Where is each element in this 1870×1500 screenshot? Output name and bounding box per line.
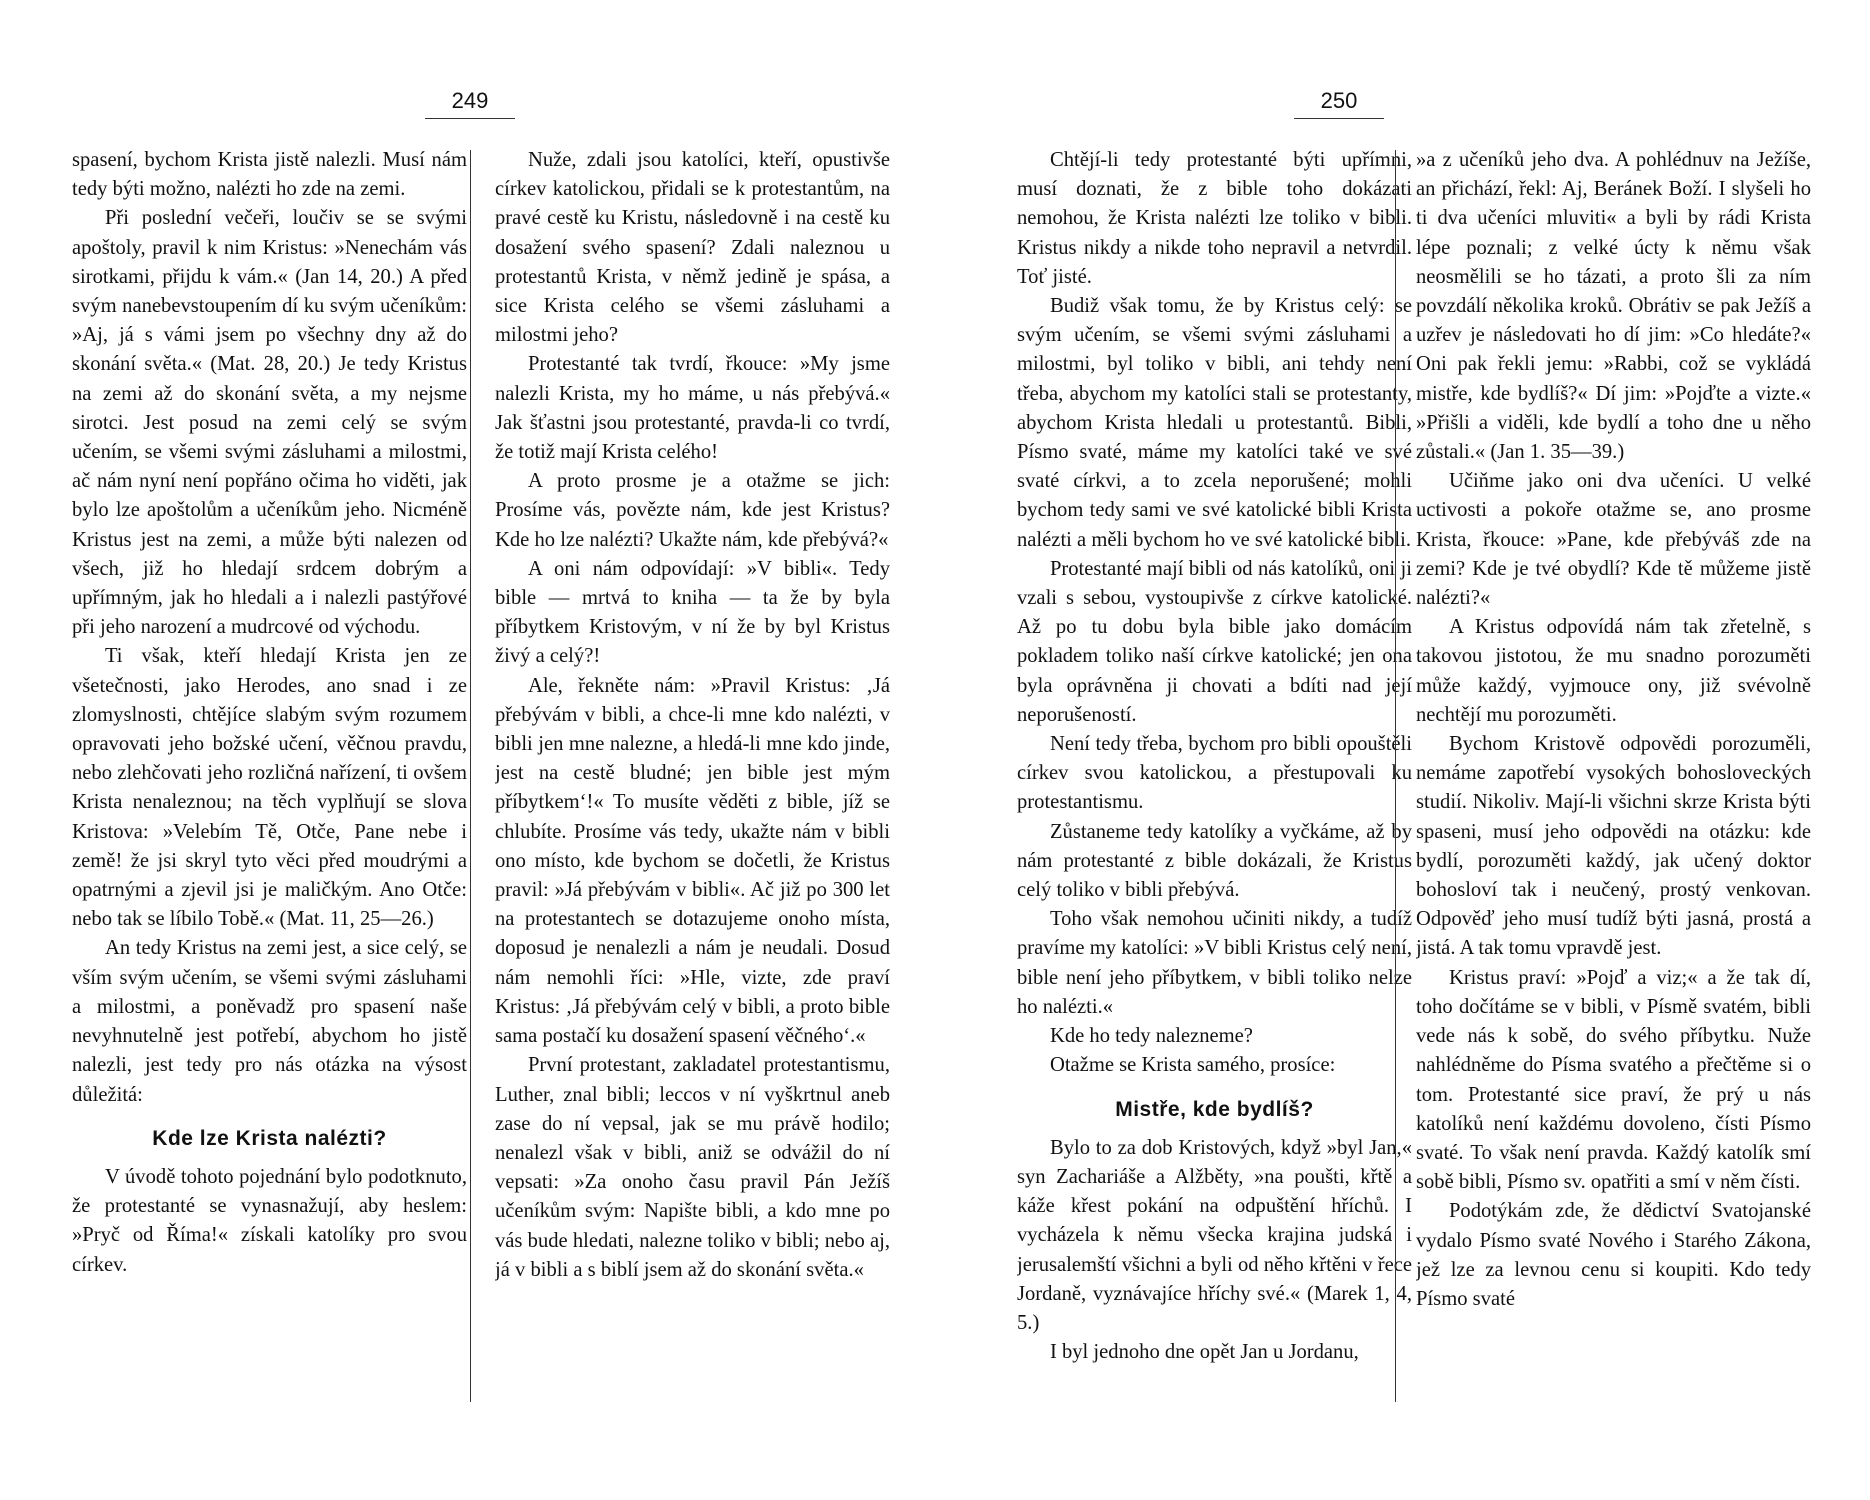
column-left xyxy=(72,146,467,1476)
paragraph: Budiž však tomu, že by Kristus celý: se svým učením, se všemi svými zásluhami a milostmi, byl toliko v bibli, ani tehdy není třeba, abychom my katolíci stali se protestanty, abychom Krista hledali u protestantů. Bibli, Písmo svaté, máme my katolíci také ve své svaté církvi, a to zcela neporušené; mohli bychom tedy sami ve své katolické bibli Krista nalézti a měli bychom ho ve své katolické bibli. xyxy=(1017,295,1412,551)
paragraph: Bylo to za dob Kristových, když »byl Jan,« syn Zachariáše a Alžběty, »na poušti, křtě a káže křest pokání na odpuštění hříchů. I vycházela k němu všecka krajina judská i jerusalemští všichni a byli od něho křtěni v řece Jordaně, vyznávajíce hříchy své.« (Marek 1, 4, 5.) xyxy=(1017,1136,1412,1334)
column-right xyxy=(1416,146,1811,1476)
paragraph: První protestant, zakladatel protestantismu, Luther, znal bibli; leccos v ní vyškrtnul aneb zase do ní vepsal, jak se mu právě hodilo; nenalezl však v bibli, aniž se odvážil do ní vepsati: »Za onoho času pravil Pán Ježíš učeníkům svým: Napište bibli, a kdo mne po vás bude hledati, nalezne toliko v bibli; nebo aj, já v bibli a s biblí jsem až do skonání světa.« xyxy=(495,1054,890,1281)
paragraph: Bychom Kristově odpovědi porozuměli, nemáme zapotřebí vysokých bohosloveckých studií. Nikoliv. Mají-li všichni skrze Krista býti spaseni, musí jeho odpovědi na otázku: kde bydlí, porozuměti každý, jak učený doktor bohosloví tak i neučený, prostý venkovan. Odpověď jeho musí tudíž býti jasná, prostá a jistá. A tak tomu vpravdě jest. xyxy=(1416,733,1811,960)
paragraph: Není tedy třeba, bychom pro bibli opouštěli církev svou katolickou, a přestupovali ku protestantismu. xyxy=(1017,733,1412,814)
paragraph-group xyxy=(1017,1134,1412,1368)
column-left xyxy=(1017,146,1412,1476)
paragraph: I byl jednoho dne opět Jan u Jordanu, xyxy=(1049,1341,1359,1364)
paragraph-group xyxy=(1017,146,1412,1081)
paragraph: A oni nám odpovídají: »V bibli«. Tedy bible — mrtvá to kniha — ta že by byla příbytkem Kristovým, v ní že by byl Kristus živý a celý?! xyxy=(495,557,890,668)
paragraph: A proto prosme je a otažme se jich: Prosíme vás, povězte nám, kde jest Kristus? Kde ho lze nalézti? Ukažte nám, kde přebývá?« xyxy=(495,470,890,551)
paragraph: spasení, bychom Krista jistě nalezli. Musí nám tedy býti možno, nalézti ho zde na zemi. xyxy=(72,149,467,201)
page-number: 249 xyxy=(451,88,489,113)
paragraph: Učiňme jako oni dva učeníci. U velké uctivosti a pokoře otažme se, ano prosme Krista, řkouce: »Pane, kde přebýváš zde na zemi? Kde je tvé obydlí? Kde tě můžeme jistě nalézti?« xyxy=(1416,470,1811,610)
paragraph-group xyxy=(72,1163,467,1280)
paragraph: Kde ho tedy nalezneme? xyxy=(1049,1025,1253,1048)
paragraph: Toho však nemohou učiniti nikdy, a tudíž pravíme my katolíci: »V bibli Kristus celý není, bible není jeho příbytkem, v bibli toliko nelze ho nalézti.« xyxy=(1017,908,1412,1018)
paragraph: A Kristus odpovídá nám tak zřetelně, s takovou jistotou, že mu snadno porozuměti může každý, vyjmouce ony, již svévolně nechtějí mu porozuměti. xyxy=(1416,616,1811,726)
paragraph: Chtějí-li tedy protestanté býti upřímni, musí doznati, že z bible toho dokázati nemohou, že Krista nalézti lze toliko v bibli. Kristus nikdy a nikde toho nepravil a netvrdil. Toť jisté. xyxy=(1017,149,1412,288)
paragraph: V úvodě tohoto pojednání bylo podotknuto, že protestanté se vynasnažují, aby heslem: »Pryč od Říma!« získali katolíky pro svou církev. xyxy=(72,1165,467,1276)
paragraph-group xyxy=(495,146,890,1285)
paragraph: Zůstaneme tedy katolíky a vyčkáme, až by nám protestanté z bible dokázali, že Kristus celý toliko v bibli přebývá. xyxy=(1017,820,1412,902)
column-divider xyxy=(1395,150,1396,1402)
column-right xyxy=(495,146,890,1476)
paragraph: Protestanté mají bibli od nás katolíků, oni ji vzali s sebou, vystoupivše z církve katolické. Až po tu dobu byla bible jako domácím pokladem toliko naší církve katolické; jen ona byla oprávněna ji chovati a bdíti nad její neporušeností. xyxy=(1017,557,1412,726)
paragraph: Ti však, kteří hledají Krista jen ze všetečnosti, jako Herodes, ano snad i ze zlomyslnosti, chtějíce slabým svým rozumem opravovati jeho božské učení, věčnou pravdu, nebo zlehčovati jeho rozličná nařízení, ti ovšem Krista nenaleznou; na těch vyplňují se slova Kristova: »Velebím Tě, Otče, Pane nebe i země! že jsi skryl tyto věci před moudrými a opatrnými a zjevil jsi je maličkým. Ano Otče: nebo tak se líbilo Tobě.« (Mat. 11, 25—26.) xyxy=(72,645,467,931)
section-heading: Mistře, kde bydlíš? xyxy=(1115,1097,1314,1121)
paragraph: »a z učeníků jeho dva. A pohlédnuv na Ježíše, an přichází, řekl: Aj, Beránek Boží. I slyšeli ho ti dva učeníci mluviti« a byli by rádi Krista lépe poznali; z velké úcty k němu však neosmělili se ho tázati, a proto šli za ním povzdálí několika kroků. Obrátiv se pak Ježíš a uzřev je následovati ho dí jim: »Co hledáte?« Oni pak řekli jemu: »Rabbi, což se vykládá mistře, kde bydlíš?« Dí jim: »Pojďte a vizte.« »Přišli a viděli, kde bydlí a toho dne u něho zůstali.« (Jan 1. 35—39.) xyxy=(1416,149,1811,464)
paragraph-group xyxy=(1416,146,1811,1314)
column-divider xyxy=(470,150,471,1402)
paragraph: Podotýkám zde, že dědictví Svatojanské vydalo Písmo svaté Nového i Starého Zákona, jež lze za levnou cenu si koupiti. Kdo tedy Písmo svaté xyxy=(1416,1200,1811,1310)
paragraph: Při poslední večeři, loučiv se se svými apoštoly, pravil k nim Kristus: »Nenechám vás sirotkami, přijdu k vám.« (Jan 14, 20.) A před svým nanebevstoupením dí ku svým učeníkům: »Aj, já s vámi jsem po všechny dny až do skonání světa.« (Mat. 28, 20.) Je tedy Kristus na zemi až do skonání světa, a my nejsme sirotci. Jest posud na zemi celý se svým učením, se všemi svými zásluhami a milostmi, ač nám nyní není popřáno očima ho viděti, jak bylo lze apoštolům a učeníkům jeho. Nicméně Kristus jest na zemi, a může býti nalezen od všech, již ho hledají srdcem dobrým a upřímným, jak ho hledali a i nalezli pastýřové při jeho narození a mudrcové od východu. xyxy=(72,207,467,639)
page-number: 250 xyxy=(1320,88,1358,113)
paragraph: Nuže, zdali jsou katolíci, kteří, opustivše církev katolickou, přidali se k protestantům, na pravé cestě ku Kristu, následovně i na cestě ku dosažení svého spasení? Zdali naleznou u protestantů Krista, v němž jedině je spása, a sice Krista celého se všemi zásluhami a milostmi jeho? xyxy=(495,149,890,347)
page-number-rule xyxy=(1294,118,1384,119)
paragraph: Kristus praví: »Pojď a viz;« a že tak dí, toho dočítáme se v bibli, v Písmě svatém, bibli vede nás k sobě, do svého příbytku. Nuže nahlédněme do Písma svatého a přečtěme si o tom. Protestanté sice praví, že prý u nás katolíků není každému dovoleno, čísti Písmo svaté. To však není pravda. Každý katolík smí sobě bibli, Písmo sv. opatřiti a smí v něm čísti. xyxy=(1416,966,1811,1194)
section-heading: Kde lze Krista nalézti? xyxy=(152,1126,387,1150)
paragraph: An tedy Kristus na zemi jest, a sice celý, se vším svým učením, se všemi svými zásluhami a milostmi, a poněvadž pro spasení naše nevyhnutelně jest potřebí, abychom ho jistě nalezli, jest tedy pro nás otázka na výsost důležitá: xyxy=(72,937,467,1106)
paragraph-group xyxy=(72,146,467,1110)
page-number-rule xyxy=(425,118,515,119)
paragraph: Otažme se Krista samého, prosíce: xyxy=(1049,1054,1336,1077)
paragraph: Ale, řekněte nám: »Pravil Kristus: ‚Já přebývám v bibli, a chce-li mne kdo nalézti, v bibli jen mne nalezne, a hledá-li mne kdo jinde, jest na cestě bludné; jen bible jest mým příbytkem‘!« To musíte věděti z bible, jíž se chlubíte. Prosíme vás tedy, ukažte nám v bibli ono místo, kde bychom se dočetli, že Kristus pravil: »Já přebývám v bibli«. Ač již po 300 let na protestantech se dotazujeme onoho místa, doposud je nenalezli a nám je neudali. Dosud nám nemohli říci: »Hle, vizte, zde praví Kristus: ‚Já přebývám celý v bibli, a proto bible sama postačí ku dosažení spasení věčného‘.« xyxy=(495,674,890,1048)
paragraph: Protestanté tak tvrdí, řkouce: »My jsme nalezli Krista, my ho máme, u nás přebývá.« Jak šťastni jsou protestanté, pravda-li co tvrdí, že totiž mají Krista celého! xyxy=(495,353,890,464)
right-page xyxy=(935,0,1870,1500)
